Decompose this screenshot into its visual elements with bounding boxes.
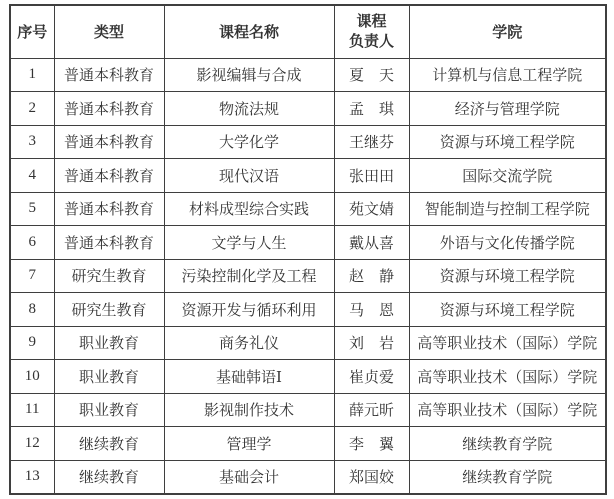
header-leader-line2: 负责人	[348, 33, 394, 50]
cell-type: 普通本科教育	[54, 192, 164, 226]
cell-leader: 夏 天	[334, 58, 409, 92]
cell-leader: 王继芬	[334, 125, 409, 159]
cell-no: 13	[10, 460, 54, 494]
table-body	[10, 58, 606, 494]
cell-course: 资源开发与循环利用	[164, 293, 334, 327]
header-course: 课程名称	[164, 5, 334, 58]
table-row	[10, 393, 606, 427]
table-row	[10, 360, 606, 394]
cell-no: 10	[10, 360, 54, 394]
cell-type: 普通本科教育	[54, 226, 164, 260]
cell-type: 继续教育	[54, 427, 164, 461]
cell-course: 影视制作技术	[164, 393, 334, 427]
cell-no: 2	[10, 92, 54, 126]
cell-leader: 刘 岩	[334, 326, 409, 360]
table-row	[10, 427, 606, 461]
cell-college: 资源与环境工程学院	[409, 259, 606, 293]
cell-course: 文学与人生	[164, 226, 334, 260]
cell-type: 研究生教育	[54, 293, 164, 327]
cell-leader: 孟 琪	[334, 92, 409, 126]
cell-no: 7	[10, 259, 54, 293]
header-type: 类型	[54, 5, 164, 58]
table-row	[10, 159, 606, 193]
cell-type: 职业教育	[54, 393, 164, 427]
table-row	[10, 326, 606, 360]
cell-course: 基础会计	[164, 460, 334, 494]
cell-type: 继续教育	[54, 460, 164, 494]
course-table	[9, 4, 607, 495]
cell-leader: 赵 静	[334, 259, 409, 293]
cell-course: 现代汉语	[164, 159, 334, 193]
table-row	[10, 125, 606, 159]
cell-type: 研究生教育	[54, 259, 164, 293]
cell-college: 外语与文化传播学院	[409, 226, 606, 260]
cell-type: 普通本科教育	[54, 92, 164, 126]
cell-course: 大学化学	[164, 125, 334, 159]
table-row	[10, 259, 606, 293]
cell-college: 继续教育学院	[409, 460, 606, 494]
cell-no: 6	[10, 226, 54, 260]
cell-leader: 张田田	[334, 159, 409, 193]
cell-college: 智能制造与控制工程学院	[409, 192, 606, 226]
cell-college: 资源与环境工程学院	[409, 293, 606, 327]
cell-course: 影视编辑与合成	[164, 58, 334, 92]
cell-college: 经济与管理学院	[409, 92, 606, 126]
cell-college: 高等职业技术（国际）学院	[409, 360, 606, 394]
cell-course: 管理学	[164, 427, 334, 461]
cell-no: 1	[10, 58, 54, 92]
table-row	[10, 58, 606, 92]
cell-no: 5	[10, 192, 54, 226]
cell-type: 普通本科教育	[54, 159, 164, 193]
cell-leader: 苑文婧	[334, 192, 409, 226]
cell-college: 国际交流学院	[409, 159, 606, 193]
table-row	[10, 293, 606, 327]
cell-leader: 马 恩	[334, 293, 409, 327]
cell-course: 物流法规	[164, 92, 334, 126]
cell-no: 9	[10, 326, 54, 360]
cell-leader: 戴从喜	[334, 226, 409, 260]
table-row	[10, 192, 606, 226]
cell-type: 职业教育	[54, 360, 164, 394]
cell-type: 普通本科教育	[54, 125, 164, 159]
cell-no: 8	[10, 293, 54, 327]
cell-college: 继续教育学院	[409, 427, 606, 461]
cell-no: 3	[10, 125, 54, 159]
header-college: 学院	[409, 5, 606, 58]
table-header	[10, 5, 606, 58]
cell-type: 普通本科教育	[54, 58, 164, 92]
header-leader-line1: 课程	[356, 13, 387, 30]
cell-no: 11	[10, 393, 54, 427]
cell-leader: 李 翼	[334, 427, 409, 461]
cell-leader: 薛元昕	[334, 393, 409, 427]
cell-leader: 郑国姣	[334, 460, 409, 494]
cell-college: 高等职业技术（国际）学院	[409, 393, 606, 427]
cell-college: 高等职业技术（国际）学院	[409, 326, 606, 360]
header-leader	[334, 5, 409, 58]
cell-leader: 崔贞爱	[334, 360, 409, 394]
cell-course: 污染控制化学及工程	[164, 259, 334, 293]
header-row	[10, 5, 606, 58]
course-table-container	[9, 4, 607, 495]
cell-course: 商务礼仪	[164, 326, 334, 360]
table-row	[10, 226, 606, 260]
cell-type: 职业教育	[54, 326, 164, 360]
table-row	[10, 92, 606, 126]
cell-no: 12	[10, 427, 54, 461]
table-row	[10, 460, 606, 494]
cell-no: 4	[10, 159, 54, 193]
cell-college: 计算机与信息工程学院	[409, 58, 606, 92]
cell-college: 资源与环境工程学院	[409, 125, 606, 159]
header-no: 序号	[10, 5, 54, 58]
cell-course: 基础韩语Ⅰ	[164, 360, 334, 394]
cell-course: 材料成型综合实践	[164, 192, 334, 226]
